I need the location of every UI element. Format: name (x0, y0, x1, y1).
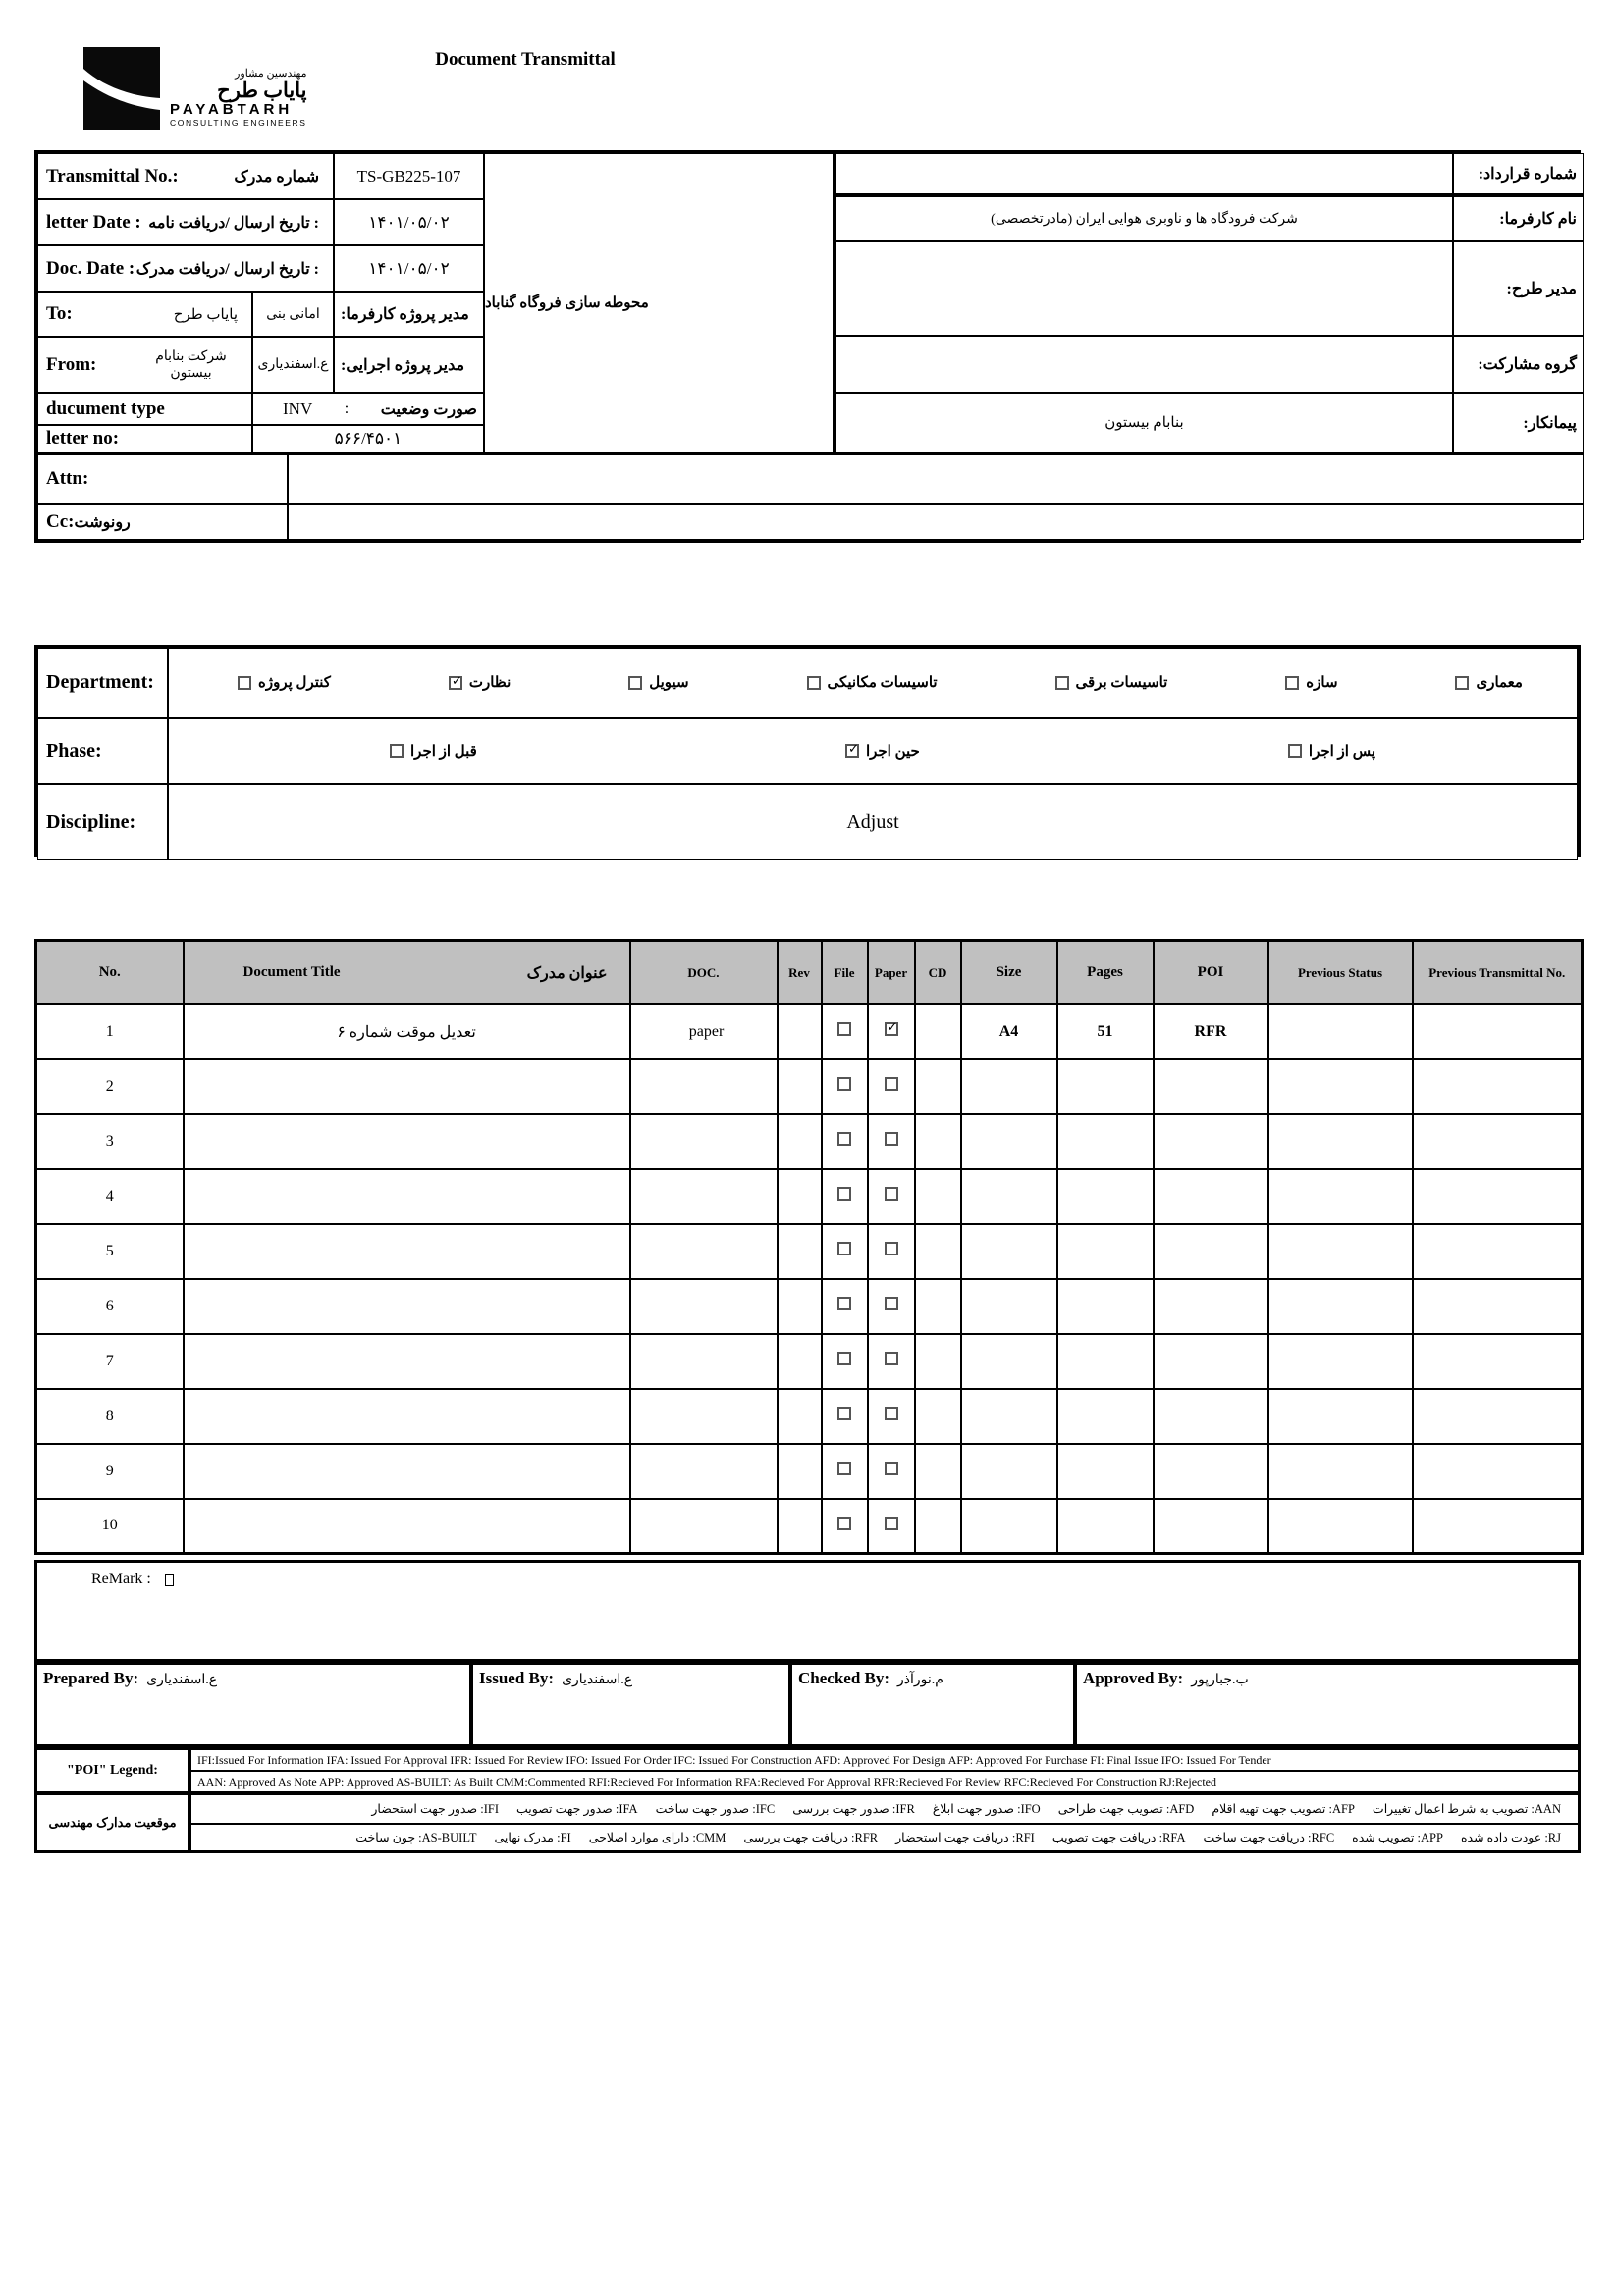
department-checkbox[interactable] (1455, 676, 1469, 690)
document-row (36, 1499, 1583, 1554)
department-option-label: تاسیسات مکانیکی (827, 675, 938, 691)
col-poi: POI (1154, 941, 1268, 1004)
cell-no: 3 (36, 1114, 184, 1169)
department-options (168, 648, 1578, 718)
cc-value (288, 504, 1584, 540)
cell-size (961, 1224, 1057, 1279)
department-option (238, 673, 331, 692)
cell-prev-status (1268, 1059, 1413, 1114)
cell-size (961, 1334, 1057, 1389)
discipline-value: Adjust (168, 784, 1578, 860)
cell-poi (1154, 1224, 1268, 1279)
cell-doc: paper (630, 1004, 778, 1059)
cell-paper (868, 1444, 915, 1499)
department-option-label: معماری (1476, 675, 1523, 691)
paper-checkbox[interactable] (885, 1022, 898, 1036)
cell-pages (1057, 1444, 1154, 1499)
cell-no: 1 (36, 1004, 184, 1059)
cell-size (961, 1444, 1057, 1499)
cell-file (822, 1279, 868, 1334)
cell-prev-transmittal (1413, 1499, 1583, 1554)
file-checkbox[interactable] (837, 1297, 851, 1310)
cell-size (961, 1279, 1057, 1334)
cell-cd (915, 1444, 961, 1499)
checked-by-name: م.نورآذر (897, 1673, 943, 1687)
cell-pages (1057, 1499, 1154, 1554)
project-manager-value (835, 241, 1453, 336)
cell-prev-transmittal (1413, 1059, 1583, 1114)
transmittal-no-label: Transmittal No.: شماره مدرک (37, 153, 334, 199)
client-name-label: نام کارفرما: (1453, 196, 1584, 241)
cell-title (184, 1444, 630, 1499)
phase-option-label: پس از اجرا (1308, 743, 1375, 760)
cell-poi (1154, 1499, 1268, 1554)
to-person: امانی بنی (252, 292, 334, 337)
poi-legend-fa-line1 (189, 1793, 1581, 1824)
cell-title (184, 1389, 630, 1444)
cell-prev-transmittal (1413, 1334, 1583, 1389)
from-field: From: شرکت بنابام بیستون (37, 337, 252, 393)
department-option (449, 673, 511, 692)
fa-legend-item: AS-BUILT: چون ساخت (355, 1831, 477, 1844)
cell-title (184, 1169, 630, 1224)
phase-option (1288, 742, 1375, 761)
doc-date-label: Doc. Date : تاریخ ارسال /دریافت مدرک : (37, 245, 334, 292)
fa-legend-label: موقعیت مدارک مهندسی (34, 1793, 189, 1853)
classification-table (34, 645, 1581, 857)
col-no: No. (36, 941, 184, 1004)
phase-option-label: حین اجرا (865, 743, 920, 760)
cell-poi (1154, 1389, 1268, 1444)
department-option-label: سازه (1306, 675, 1338, 691)
paper-checkbox[interactable] (885, 1132, 898, 1146)
cell-doc (630, 1499, 778, 1554)
issued-by-name: ع.اسفندیاری (562, 1673, 633, 1687)
prepared-by-name: ع.اسفندیاری (146, 1673, 218, 1687)
cell-file (822, 1004, 868, 1059)
file-checkbox[interactable] (837, 1352, 851, 1365)
logo-brand-sub: CONSULTING ENGINEERS (170, 118, 307, 128)
col-cd: CD (915, 941, 961, 1004)
page-title: Document Transmittal (435, 49, 616, 70)
remark-empty-box (165, 1574, 174, 1586)
cell-file (822, 1114, 868, 1169)
letter-no-value: ۵۶۶/۴۵۰۱ (252, 425, 484, 454)
contractor-label: پیمانکار: (1453, 393, 1584, 454)
logo-brand-fa: پایاب طرح (217, 78, 307, 102)
cell-paper (868, 1279, 915, 1334)
cell-rev (778, 1389, 822, 1444)
phase-option (845, 742, 920, 761)
discipline-label: Discipline: (37, 784, 168, 860)
to-field: To: پایاب طرح (37, 292, 252, 337)
transmittal-info-table (34, 150, 1581, 543)
col-rev: Rev (778, 941, 822, 1004)
cell-poi (1154, 1169, 1268, 1224)
cell-rev (778, 1004, 822, 1059)
col-doc: DOC. (630, 941, 778, 1004)
department-checkbox[interactable] (807, 676, 821, 690)
cell-doc (630, 1169, 778, 1224)
poi-legend-label: "POI" Legend: (34, 1747, 189, 1793)
contract-no-label: شماره قرارداد: (1453, 153, 1584, 196)
col-prev-status: Previous Status (1268, 941, 1413, 1004)
cell-prev-transmittal (1413, 1004, 1583, 1059)
department-option-label: کنترل پروژه (258, 675, 331, 691)
cell-no: 5 (36, 1224, 184, 1279)
cell-paper (868, 1004, 915, 1059)
cell-size (961, 1389, 1057, 1444)
approved-by-cell: Approved By: ب.جبارپور (1075, 1662, 1581, 1747)
department-option-label: سیویل (649, 675, 689, 691)
transmittal-no-value: TS-GB225-107 (334, 153, 484, 199)
cell-prev-transmittal (1413, 1389, 1583, 1444)
doc-date-value: ۱۴۰۱/۰۵/۰۲ (334, 245, 484, 292)
fa-legend-item: RFI: دریافت جهت استحضار (895, 1831, 1035, 1844)
cell-cd (915, 1224, 961, 1279)
cell-prev-transmittal (1413, 1169, 1583, 1224)
cell-no: 8 (36, 1389, 184, 1444)
department-label: Department: (37, 648, 168, 718)
cell-rev (778, 1224, 822, 1279)
cell-cd (915, 1279, 961, 1334)
project-manager-label: مدیر طرح: (1453, 241, 1584, 336)
col-pages: Pages (1057, 941, 1154, 1004)
cell-cd (915, 1114, 961, 1169)
fa-legend-item: AAN: تصویب به شرط اعمال تغییرات (1372, 1802, 1561, 1816)
logo-brand-fa-small: مهندسین مشاور (235, 67, 307, 80)
cell-no: 2 (36, 1059, 184, 1114)
logo-brand-en: PAYABTARH (170, 101, 294, 118)
department-option-label: تاسیسات برقی (1075, 675, 1168, 691)
document-row (36, 1334, 1583, 1389)
cell-cd (915, 1004, 961, 1059)
phase-checkbox[interactable] (845, 744, 859, 758)
cell-paper (868, 1224, 915, 1279)
cell-paper (868, 1169, 915, 1224)
cell-size: A4 (961, 1004, 1057, 1059)
phase-label: Phase: (37, 718, 168, 784)
attn-value (288, 454, 1584, 504)
cell-doc (630, 1279, 778, 1334)
cell-doc (630, 1114, 778, 1169)
department-checkbox[interactable] (449, 676, 462, 690)
cell-prev-status (1268, 1499, 1413, 1554)
document-type-code: INV (283, 399, 313, 418)
cell-paper (868, 1059, 915, 1114)
file-checkbox[interactable] (837, 1187, 851, 1201)
file-checkbox[interactable] (837, 1132, 851, 1146)
cell-pages (1057, 1169, 1154, 1224)
cell-cd (915, 1059, 961, 1114)
cell-title (184, 1059, 630, 1114)
cell-doc (630, 1334, 778, 1389)
department-option-label: نظارت (468, 675, 512, 691)
phase-options (168, 718, 1578, 784)
cell-title (184, 1279, 630, 1334)
phase-checkbox[interactable] (390, 744, 404, 758)
col-paper: Paper (868, 941, 915, 1004)
cell-poi (1154, 1334, 1268, 1389)
cell-prev-status (1268, 1169, 1413, 1224)
cell-cd (915, 1389, 961, 1444)
prepared-by-cell: Prepared By: ع.اسفندیاری (34, 1662, 471, 1747)
document-row (36, 1444, 1583, 1499)
paper-checkbox[interactable] (885, 1077, 898, 1091)
contract-no-value (835, 153, 1453, 196)
letter-no-label: letter no: (37, 425, 252, 454)
cell-file (822, 1059, 868, 1114)
document-table-header-row (36, 941, 1583, 1004)
fa-legend-item: AFD: تصویب جهت طراحی (1057, 1802, 1195, 1816)
fa-legend-item: RFA: دریافت جهت تصویب (1051, 1831, 1186, 1844)
cell-title (184, 1224, 630, 1279)
cell-pages (1057, 1279, 1154, 1334)
fa-legend-item: CMM: دارای موارد اصلاحی (588, 1831, 727, 1844)
cell-title (184, 1334, 630, 1389)
from-role-label: مدیر پروژه اجرایی: (334, 337, 484, 393)
file-checkbox[interactable] (837, 1242, 851, 1255)
from-value: شرکت بنابام بیستون (155, 348, 227, 381)
cell-file (822, 1334, 868, 1389)
cell-title (184, 1499, 630, 1554)
cell-rev (778, 1499, 822, 1554)
cell-rev (778, 1114, 822, 1169)
contractor-value: بنابام بیستون (835, 393, 1453, 454)
document-type-value: INV : صورت وضعیت (252, 393, 484, 425)
fa-legend-item: IFR: صدور جهت بررسی (792, 1802, 915, 1816)
cell-prev-status (1268, 1279, 1413, 1334)
cell-prev-transmittal (1413, 1114, 1583, 1169)
department-checkbox[interactable] (1285, 676, 1299, 690)
cell-doc (630, 1059, 778, 1114)
cell-prev-status (1268, 1389, 1413, 1444)
signature-row (34, 1662, 1581, 1747)
cell-file (822, 1444, 868, 1499)
cell-poi (1154, 1059, 1268, 1114)
cell-cd (915, 1169, 961, 1224)
cell-size (961, 1499, 1057, 1554)
document-row (36, 1389, 1583, 1444)
file-checkbox[interactable] (837, 1407, 851, 1420)
fa-legend-item: FI: مدرک نهایی (494, 1831, 571, 1844)
cell-size (961, 1059, 1057, 1114)
document-type-fa: صورت وضعیت (380, 400, 477, 418)
poi-legend (34, 1747, 1581, 1853)
cell-size (961, 1114, 1057, 1169)
fa-legend-item: RFR: دریافت جهت بررسی (743, 1831, 879, 1844)
department-checkbox[interactable] (238, 676, 251, 690)
remark-section (34, 1560, 1581, 1662)
project-name: محوطه سازی فروگاه گناباد (484, 153, 835, 454)
cell-prev-status (1268, 1004, 1413, 1059)
cell-doc (630, 1389, 778, 1444)
department-option (807, 673, 938, 692)
paper-checkbox[interactable] (885, 1407, 898, 1420)
poi-legend-fa-line2 (189, 1824, 1581, 1853)
cell-cd (915, 1499, 961, 1554)
cell-poi (1154, 1114, 1268, 1169)
department-checkbox[interactable] (1055, 676, 1069, 690)
cell-pages (1057, 1114, 1154, 1169)
attn-label: Attn: (37, 454, 288, 504)
document-row (36, 1114, 1583, 1169)
cell-pages (1057, 1224, 1154, 1279)
cell-prev-transmittal (1413, 1444, 1583, 1499)
to-role-label: مدیر پروژه کارفرما: (334, 292, 484, 337)
department-option (1455, 673, 1523, 692)
fa-legend-item: APP: تصویب شده (1352, 1831, 1443, 1844)
cell-pages (1057, 1334, 1154, 1389)
col-size: Size (961, 941, 1057, 1004)
phase-option-label: قبل از اجرا (410, 743, 477, 760)
fa-legend-item: IFC: صدور جهت ساخت (655, 1802, 776, 1816)
cell-prev-transmittal (1413, 1224, 1583, 1279)
document-row (36, 1169, 1583, 1224)
department-checkbox[interactable] (628, 676, 642, 690)
consortium-label: گروه مشارکت: (1453, 336, 1584, 393)
cell-paper (868, 1499, 915, 1554)
cell-rev (778, 1059, 822, 1114)
document-row (36, 1004, 1583, 1059)
document-row (36, 1279, 1583, 1334)
paper-checkbox[interactable] (885, 1352, 898, 1365)
cell-poi (1154, 1444, 1268, 1499)
cell-doc (630, 1444, 778, 1499)
cell-rev (778, 1279, 822, 1334)
document-row (36, 1224, 1583, 1279)
cell-prev-status (1268, 1444, 1413, 1499)
cell-size (961, 1169, 1057, 1224)
cell-paper (868, 1114, 915, 1169)
poi-legend-en-line2: AAN: Approved As Note APP: Approved AS-BUILT: As Built CMM:Commented RFI:Recieved For Information RFA:Recieved For Approval RFR:Recieved For Review RFC:Recieved For Construction RJ:Rejected (189, 1771, 1581, 1793)
cell-file (822, 1224, 868, 1279)
client-name-value: شرکت فرودگاه ها و ناوبری هوایی ایران (مادرتخصصی) (835, 196, 1453, 241)
cell-poi (1154, 1279, 1268, 1334)
department-option (1285, 673, 1337, 692)
cell-title (184, 1114, 630, 1169)
cell-prev-status (1268, 1224, 1413, 1279)
from-person: ع.اسفندیاری (252, 337, 334, 393)
checked-by-cell: Checked By: م.نورآذر (790, 1662, 1075, 1747)
cell-file (822, 1389, 868, 1444)
department-option (1055, 673, 1168, 692)
fa-legend-item: RJ: عودت داده شده (1460, 1831, 1561, 1844)
cell-poi: RFR (1154, 1004, 1268, 1059)
fa-legend-item: RFC: دریافت جهت ساخت (1203, 1831, 1335, 1844)
cell-prev-transmittal (1413, 1279, 1583, 1334)
paper-checkbox[interactable] (885, 1297, 898, 1310)
logo-swoosh-icon (83, 47, 160, 130)
col-prev-transmittal: Previous Transmittal No. (1413, 941, 1583, 1004)
remark-label: ReMark : (91, 1571, 151, 1587)
paper-checkbox[interactable] (885, 1187, 898, 1201)
cell-no: 4 (36, 1169, 184, 1224)
cell-no: 7 (36, 1334, 184, 1389)
issued-by-cell: Issued By: ع.اسفندیاری (471, 1662, 790, 1747)
cc-label: Cc: رونوشت (37, 504, 288, 540)
document-type-label: ducument type (37, 393, 252, 425)
cell-cd (915, 1334, 961, 1389)
cell-no: 6 (36, 1279, 184, 1334)
document-table (34, 939, 1584, 1555)
fa-legend-item: IFO: صدور جهت ابلاغ (932, 1802, 1041, 1816)
cell-paper (868, 1334, 915, 1389)
cell-file (822, 1169, 868, 1224)
poi-legend-en-line1: IFI:Issued For Information IFA: Issued For Approval IFR: Issued For Review IFO: Issued For Order IFC: Issued For Construction AFD: Approved For Design AFP: Approved For Purchase FI: Final Issue IFO: Issued For Tender (189, 1747, 1581, 1771)
fa-legend-item: IFA: صدور جهت تصویب (515, 1802, 638, 1816)
letter-date-value: ۱۴۰۱/۰۵/۰۲ (334, 199, 484, 245)
cell-title: تعدیل موقت شماره ۶ (184, 1004, 630, 1059)
fa-legend-item: AFP: تصویب جهت تهیه اقلام (1212, 1802, 1355, 1816)
phase-option (390, 742, 477, 761)
phase-checkbox[interactable] (1288, 744, 1302, 758)
approved-by-name: ب.جبارپور (1191, 1673, 1249, 1687)
cell-no: 9 (36, 1444, 184, 1499)
cell-file (822, 1499, 868, 1554)
department-option (628, 673, 688, 692)
fa-legend-item: IFI: صدور جهت استحضار (371, 1802, 499, 1816)
col-title: Document Title عنوان مدرک (184, 941, 630, 1004)
cell-paper (868, 1389, 915, 1444)
paper-checkbox[interactable] (885, 1242, 898, 1255)
document-row (36, 1059, 1583, 1114)
paper-checkbox[interactable] (885, 1517, 898, 1530)
cell-pages: 51 (1057, 1004, 1154, 1059)
company-logo (83, 47, 307, 130)
consortium-value (835, 336, 1453, 393)
cell-prev-status (1268, 1334, 1413, 1389)
cell-rev (778, 1444, 822, 1499)
file-checkbox[interactable] (837, 1022, 851, 1036)
cell-rev (778, 1334, 822, 1389)
cell-no: 10 (36, 1499, 184, 1554)
paper-checkbox[interactable] (885, 1462, 898, 1475)
cell-doc (630, 1224, 778, 1279)
letter-date-label: letter Date : تاریخ ارسال /دریافت نامه : (37, 199, 334, 245)
file-checkbox[interactable] (837, 1077, 851, 1091)
col-file: File (822, 941, 868, 1004)
cell-pages (1057, 1059, 1154, 1114)
cell-rev (778, 1169, 822, 1224)
file-checkbox[interactable] (837, 1462, 851, 1475)
file-checkbox[interactable] (837, 1517, 851, 1530)
cell-prev-status (1268, 1114, 1413, 1169)
to-value: پایاب طرح (173, 306, 238, 323)
cell-pages (1057, 1389, 1154, 1444)
